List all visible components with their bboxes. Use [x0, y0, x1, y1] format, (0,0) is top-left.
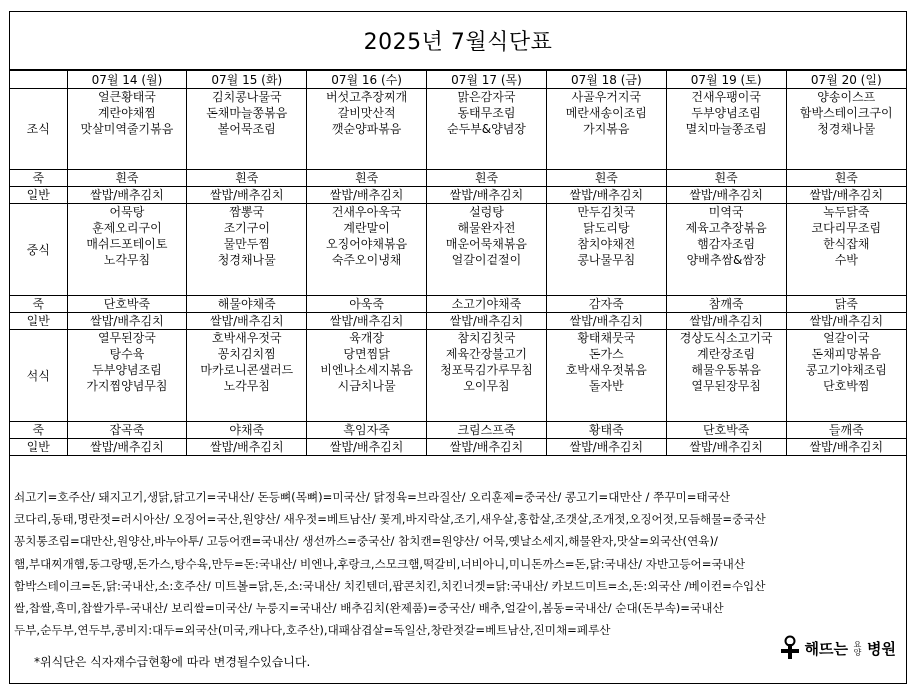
lunch-cell [546, 204, 666, 296]
dish-item: 돈채마늘쫑볶음 [206, 106, 288, 120]
dish-item: 어묵탕 [109, 205, 145, 219]
porridge-cell: 단호박죽 [67, 296, 187, 313]
logo-text-2: 병원 [867, 639, 896, 658]
dish-item: 얼갈이국 [823, 331, 870, 345]
dish-item: 돈채피망볶음 [811, 347, 882, 361]
lunch-porridge-row [10, 296, 906, 313]
dish-item: 얼큰황태국 [97, 90, 156, 104]
day-header: 07월 20 (일) [786, 71, 906, 89]
regular-cell: 쌀밥/배추김치 [427, 313, 547, 330]
dish-item: 코다리무조림 [811, 221, 882, 235]
dish-item: 청포묵김가루무침 [440, 363, 533, 377]
dish-item: 건새우팽이국 [691, 90, 761, 104]
porridge-cell: 단호박죽 [666, 422, 786, 439]
dish-item: 미역국 [708, 205, 744, 219]
dish-item: 열무된장무침 [691, 379, 761, 393]
porridge-cell: 소고기야채죽 [427, 296, 547, 313]
breakfast-cell [67, 89, 187, 170]
dinner-cell [666, 330, 786, 422]
regular-cell: 쌀밥/배추김치 [786, 187, 906, 204]
origin-line: 코다리,동태,명란젓=러시아산/ 오징어=국산,원양산/ 새우젓=베트남산/ 꽃게,바지락살,조기,새우살,홍합살,조갯살,조개젓,오징어젓,모듬해물=중국산 [14, 512, 766, 527]
porridge-cell: 흰죽 [786, 170, 906, 187]
porridge-cell: 흰죽 [546, 170, 666, 187]
dish-item: 녹두닭죽 [823, 205, 870, 219]
dish-item: 훈제오리구이 [92, 221, 162, 235]
dish-item: 해물우동볶음 [691, 363, 761, 377]
dish-item: 매운어묵채볶음 [445, 237, 528, 251]
menu-table [10, 70, 906, 456]
dinner-porridge-row [10, 422, 906, 439]
dish-item: 가지볶음 [583, 122, 630, 136]
regular-cell: 쌀밥/배추김치 [427, 439, 547, 456]
dish-item: 사골우거지국 [571, 90, 642, 104]
regular-cell: 쌀밥/배추김치 [307, 313, 427, 330]
dish-item: 열무된장국 [97, 331, 156, 345]
dish-item: 육개장 [349, 331, 384, 345]
dish-item: 제육간장불고기 [445, 347, 528, 361]
lunch-cell [786, 204, 906, 296]
dish-item: 오징어야채볶음 [326, 237, 408, 251]
day-header: 07월 15 (화) [187, 71, 307, 89]
dish-item: 마카로니콘샐러드 [200, 363, 294, 377]
regular-cell: 쌀밥/배추김치 [307, 187, 427, 204]
hospital-cross-icon [779, 635, 801, 661]
porridge-cell: 흰죽 [187, 170, 307, 187]
dish-item: 조기구이 [223, 221, 270, 235]
porridge-cell: 황태죽 [546, 422, 666, 439]
logo-small-text: 요양 [853, 640, 863, 656]
origin-line: 쌀,찹쌀,흑미,찹쌀가루-국내산/ 보리쌀=미국산/ 누룽지=국내산/ 배추김치(완제품)=중국산/ 배추,얼갈이,봄동=국내산/ 순대(돈부속)=국내산 [14, 601, 724, 616]
dinner-cell [786, 330, 906, 422]
dish-item: 두부양념조림 [691, 106, 761, 120]
lunch-cell [307, 204, 427, 296]
page-title: 2025년 7월식단표 [10, 12, 906, 70]
dish-item: 두부양념조림 [92, 363, 162, 377]
porridge-cell: 흰죽 [307, 170, 427, 187]
lunch-cell [427, 204, 547, 296]
dinner-cell [187, 330, 307, 422]
porridge-cell: 크림스프죽 [427, 422, 547, 439]
regular-label: 일반 [10, 313, 67, 330]
regular-cell: 쌀밥/배추김치 [67, 439, 187, 456]
dish-item: 맑은감자국 [457, 90, 516, 104]
logo-text: 해뜨는 [804, 639, 849, 658]
dish-item: 탕수육 [109, 347, 145, 361]
dish-item: 맛살미역줄기볶음 [80, 122, 174, 136]
dish-item: 청경채나물 [217, 253, 276, 267]
dish-item: 콩나물무침 [577, 253, 636, 267]
porridge-cell: 흰죽 [666, 170, 786, 187]
dish-item: 양송이스프 [817, 90, 876, 104]
dish-item: 황태채뭇국 [577, 331, 636, 345]
porridge-cell: 야채죽 [187, 422, 307, 439]
dinner-cell [307, 330, 427, 422]
dish-item: 얼갈이겉절이 [451, 253, 522, 267]
day-header: 07월 18 (금) [546, 71, 666, 89]
dish-item: 계란야채찜 [97, 106, 156, 120]
dish-item: 볼어묵조림 [217, 122, 276, 136]
dinner-label: 석식 [10, 330, 67, 422]
dish-item: 시금치나물 [337, 379, 396, 393]
dish-item: 순두부&양념장 [446, 122, 526, 136]
dish-item: 양배추쌈&쌈장 [686, 253, 766, 267]
dish-item: 호박새우젓국 [211, 331, 282, 345]
porridge-cell: 닭죽 [786, 296, 906, 313]
dish-item: 햄감자조림 [697, 237, 756, 251]
lunch-regular-row [10, 313, 906, 330]
dish-item: 꽁치김치찜 [217, 347, 276, 361]
hospital-logo [779, 635, 896, 661]
dish-item: 숙주오이냉채 [331, 253, 402, 267]
regular-cell: 쌀밥/배추김치 [666, 187, 786, 204]
dish-item: 비엔나소세지볶음 [320, 363, 413, 377]
dinner-regular-row [10, 439, 906, 456]
dish-item: 계란장조림 [697, 347, 756, 361]
dish-item: 청경채나물 [817, 122, 876, 136]
dish-item: 메란새송이조림 [565, 106, 647, 120]
dish-item: 닭도리탕 [583, 221, 630, 235]
dish-item: 함박스테이크구이 [799, 106, 893, 120]
porridge-cell: 참깨죽 [666, 296, 786, 313]
breakfast-cell [307, 89, 427, 170]
origin-line: 두부,순두부,연두부,콩비지:대두=외국산(미국,캐나다,호주산),대패삼겹살=독일산,창란젓갈=베트남산,진미채=페루산 [14, 623, 611, 638]
breakfast-row [10, 89, 906, 170]
dinner-cell [546, 330, 666, 422]
dish-item: 물만두찜 [223, 237, 270, 251]
porridge-cell: 감자죽 [546, 296, 666, 313]
porridge-cell: 흑임자죽 [307, 422, 427, 439]
day-header: 07월 16 (수) [307, 71, 427, 89]
dish-item: 건새우아욱국 [331, 205, 402, 219]
porridge-cell: 해물야채죽 [187, 296, 307, 313]
regular-cell: 쌀밥/배추김치 [546, 439, 666, 456]
regular-cell: 쌀밥/배추김치 [546, 313, 666, 330]
dish-item: 가지찜양념무침 [86, 379, 168, 393]
breakfast-cell [546, 89, 666, 170]
dish-item: 만두김칫국 [577, 205, 636, 219]
breakfast-cell [187, 89, 307, 170]
dish-item: 버섯고추장찌개 [326, 90, 408, 104]
regular-cell: 쌀밥/배추김치 [427, 187, 547, 204]
porridge-cell: 잡곡죽 [67, 422, 187, 439]
dish-item: 참치김칫국 [457, 331, 516, 345]
dish-item: 제육고추장볶음 [685, 221, 767, 235]
porridge-cell: 들깨죽 [786, 422, 906, 439]
regular-cell: 쌀밥/배추김치 [187, 439, 307, 456]
origin-line: 꽁치통조림=대만산,원양산,바누아투/ 고등어캔=국내산/ 생선까스=중국산/ 참치캔=원양산/ 어묵,옛날소세지,해물완자,맛살=외국산(연육)/ [14, 534, 718, 549]
dish-item: 해물완자전 [457, 221, 516, 235]
origin-line: 함박스테이크=돈,닭:국내산,소:호주산/ 미트볼=닭,돈,소:국내산/ 치킨텐더,팝콘치킨,치킨너겟=닭:국내산/ 카보드미트=소,돈:외국산 /베이컨=수입산 [14, 578, 766, 593]
breakfast-porridge-row [10, 170, 906, 187]
dish-item: 콩고기야채조림 [805, 363, 887, 377]
breakfast-cell [427, 89, 547, 170]
dinner-cell [67, 330, 187, 422]
day-header: 07월 17 (목) [427, 71, 547, 89]
dish-item: 돌자반 [588, 379, 624, 393]
regular-cell: 쌀밥/배추김치 [786, 313, 906, 330]
breakfast-cell [666, 89, 786, 170]
lunch-label: 중식 [10, 204, 67, 296]
dish-item: 경상도식소고기국 [679, 331, 773, 345]
dish-item: 계란말이 [343, 221, 390, 235]
dish-item: 매쉬드포테이토 [86, 237, 168, 251]
dish-item: 참치야채전 [577, 237, 636, 251]
origin-line: 쇠고기=호주산/ 돼지고기,생닭,닭고기=국내산/ 돈등뼈(목뼈)=미국산/ 닭정육=브라질산/ 오리훈제=중국산/ 콩고기=대만산 / 쭈꾸미=태국산 [14, 490, 731, 504]
change-notice: *위식단은 식자재수급현황에 따라 변경될수있습니다. [34, 655, 311, 669]
regular-cell: 쌀밥/배추김치 [67, 187, 187, 204]
porridge-cell: 아욱죽 [307, 296, 427, 313]
lunch-cell [666, 204, 786, 296]
breakfast-cell [786, 89, 906, 170]
porridge-cell: 흰죽 [427, 170, 547, 187]
dish-item: 노각무침 [223, 379, 270, 393]
dish-item: 오이무침 [463, 379, 510, 393]
dish-item: 갈비맛산적 [337, 106, 396, 120]
regular-cell: 쌀밥/배추김치 [187, 313, 307, 330]
regular-cell: 쌀밥/배추김치 [187, 187, 307, 204]
porridge-label: 죽 [10, 422, 67, 439]
dish-item: 호박새우젓볶음 [565, 363, 647, 377]
regular-cell: 쌀밥/배추김치 [67, 313, 187, 330]
dish-item: 설렁탕 [469, 205, 504, 219]
breakfast-label: 조식 [10, 89, 67, 170]
corner-cell [10, 71, 67, 89]
regular-label: 일반 [10, 439, 67, 456]
dish-item: 멸치마늘쫑조림 [685, 122, 767, 136]
breakfast-regular-row [10, 187, 906, 204]
porridge-cell: 흰죽 [67, 170, 187, 187]
dish-item: 수박 [834, 253, 858, 267]
regular-cell: 쌀밥/배추김치 [307, 439, 427, 456]
dish-item: 짬뽕국 [229, 205, 265, 219]
dinner-row [10, 330, 906, 422]
day-header-row [10, 71, 906, 89]
origin-line: 햄,부대찌개햄,동그랑땡,돈가스,탕수육,만두=돈:국내산/ 비엔나,후랑크,스모크햄,떡갈비,너비아니,미니돈까스=돈,닭:국내산/ 자반고등어=국내산 [14, 556, 746, 571]
regular-cell: 쌀밥/배추김치 [786, 439, 906, 456]
dish-item: 돈가스 [588, 347, 624, 361]
lunch-row [10, 204, 906, 296]
lunch-cell [187, 204, 307, 296]
porridge-label: 죽 [10, 170, 67, 187]
menu-sheet [9, 11, 907, 684]
regular-cell: 쌀밥/배추김치 [666, 313, 786, 330]
dish-item: 깻순양파볶음 [331, 122, 402, 136]
regular-cell: 쌀밥/배추김치 [546, 187, 666, 204]
lunch-cell [67, 204, 187, 296]
porridge-label: 죽 [10, 296, 67, 313]
dish-item: 당면찜닭 [343, 347, 390, 361]
regular-label: 일반 [10, 187, 67, 204]
dinner-cell [427, 330, 547, 422]
day-header: 07월 14 (월) [67, 71, 187, 89]
dish-item: 동태무조림 [457, 106, 516, 120]
dish-item: 노각무침 [103, 253, 151, 267]
regular-cell: 쌀밥/배추김치 [666, 439, 786, 456]
day-header: 07월 19 (토) [666, 71, 786, 89]
dish-item: 단호박찜 [823, 379, 870, 393]
dish-item: 김치콩나물국 [211, 90, 282, 104]
dish-item: 한식잡채 [823, 237, 870, 251]
